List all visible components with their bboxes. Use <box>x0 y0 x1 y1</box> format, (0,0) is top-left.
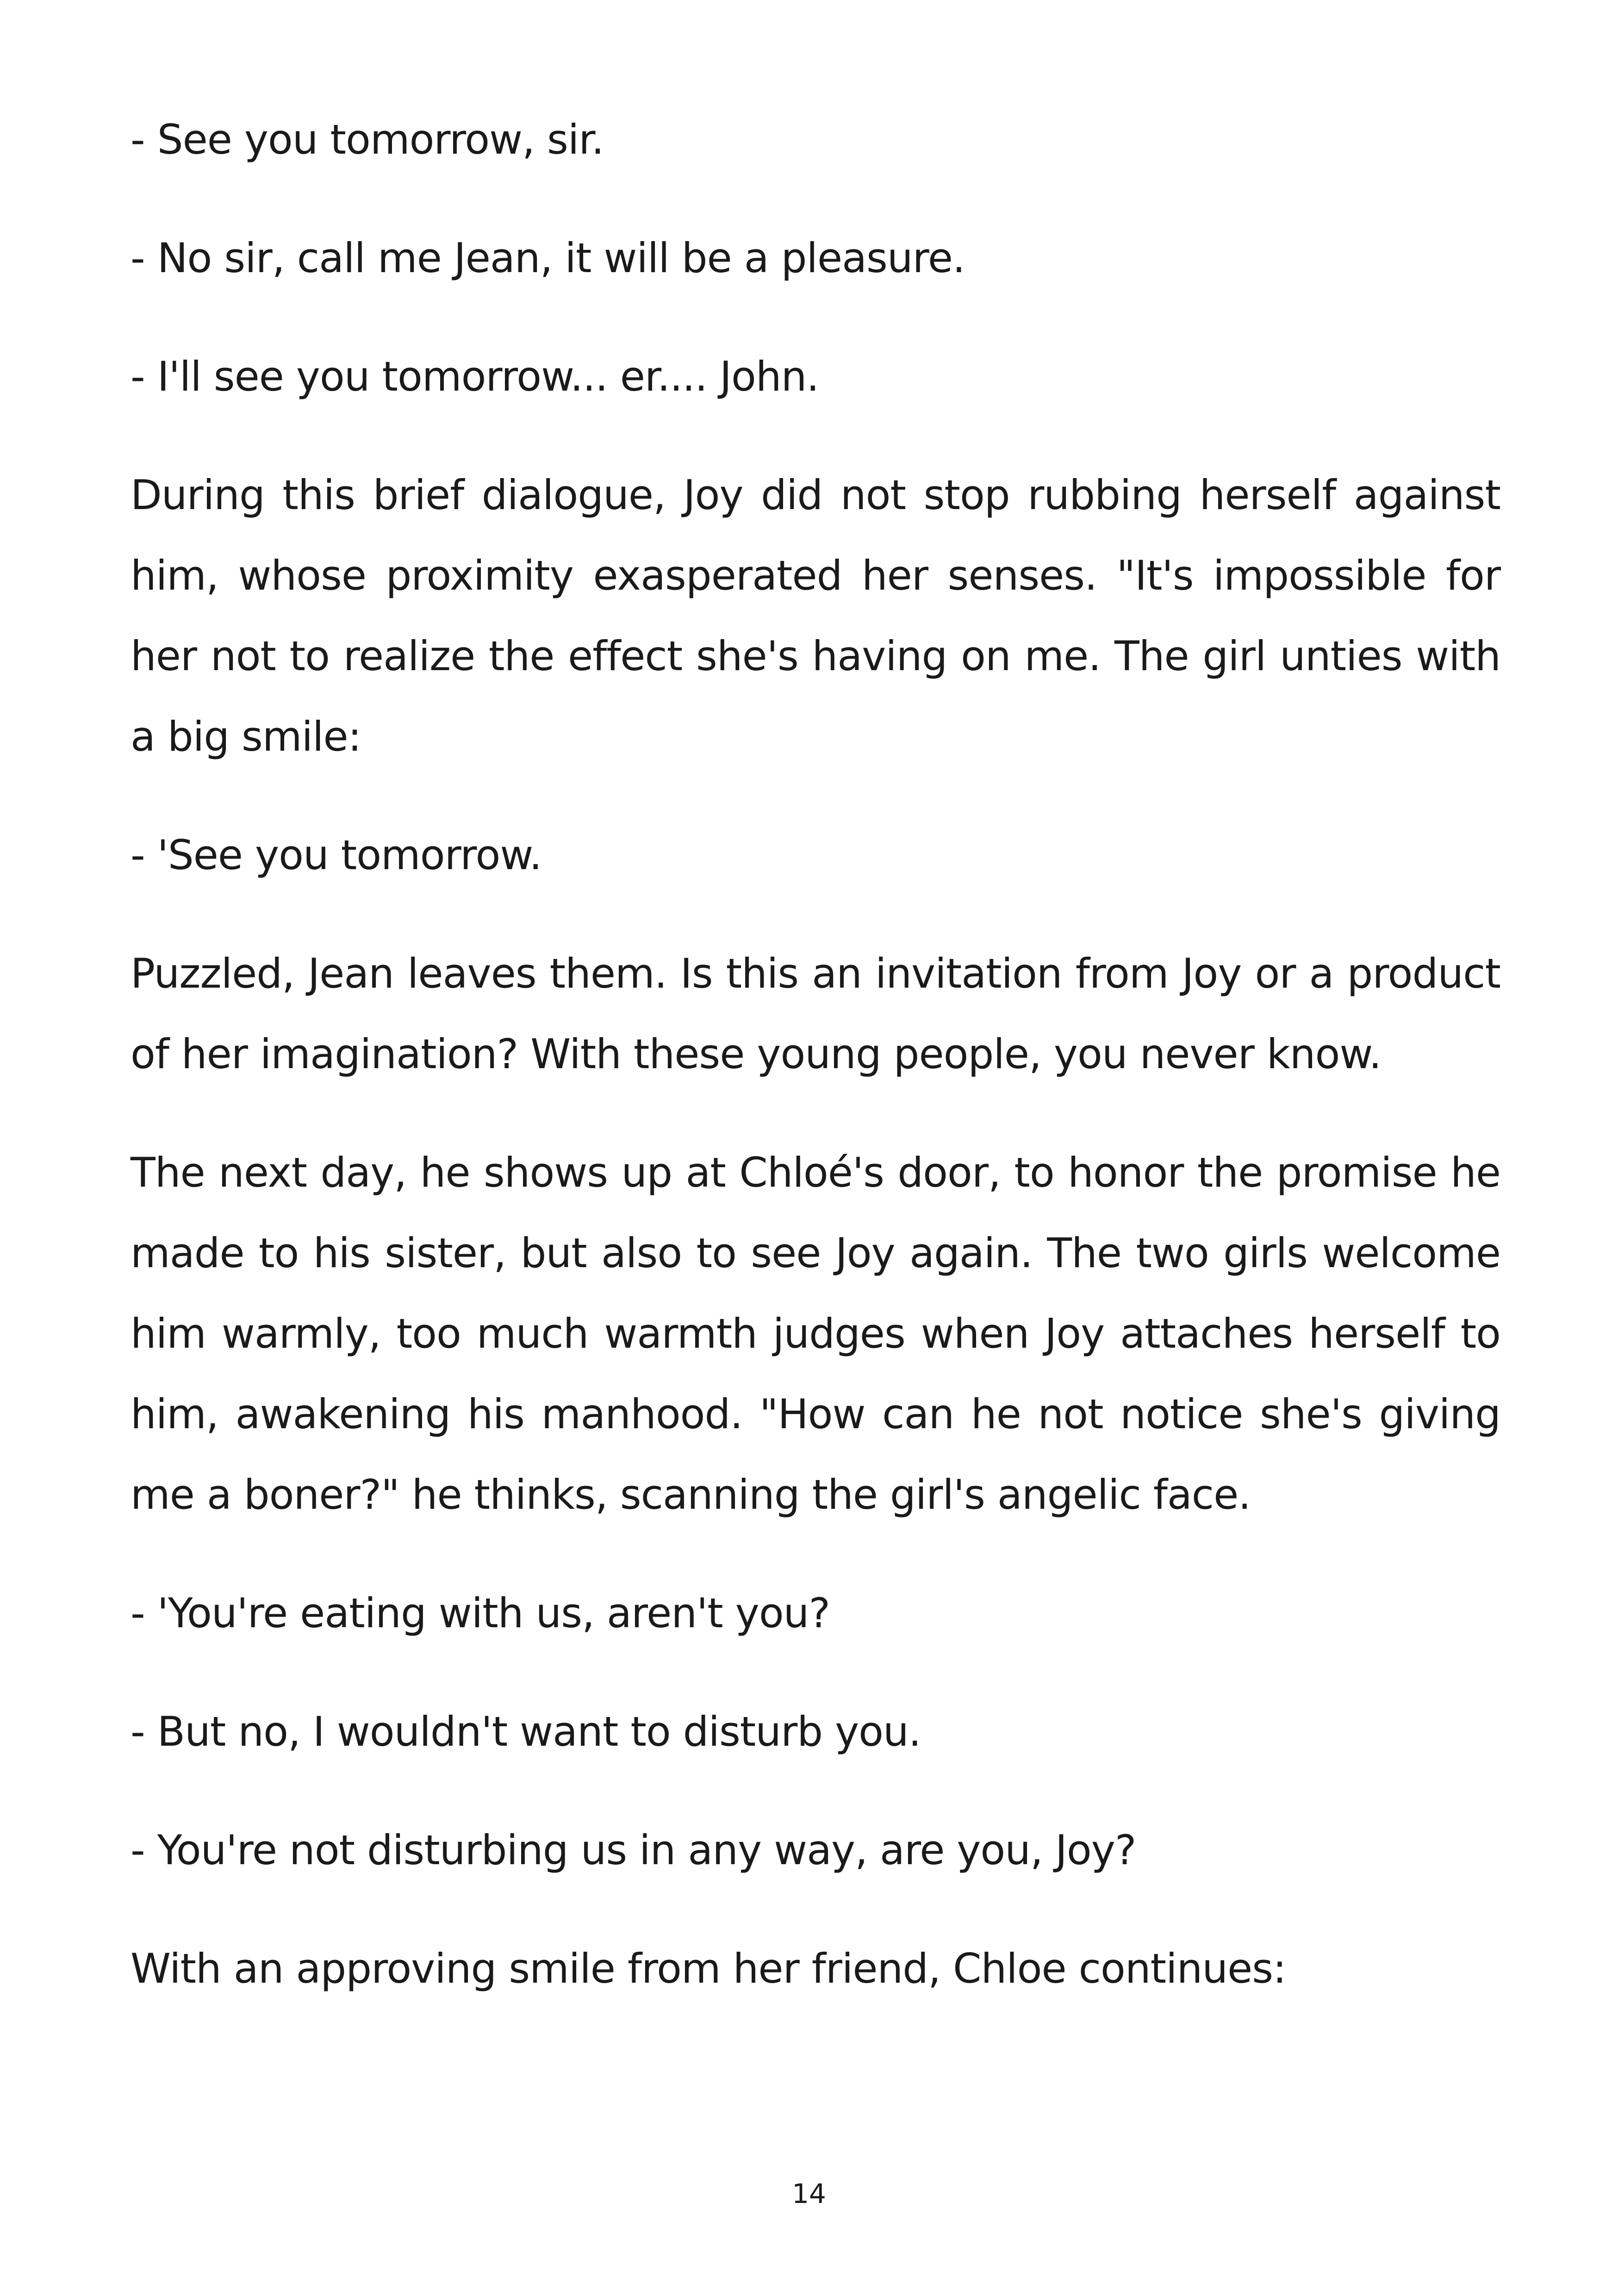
narrative-paragraph: Puzzled, Jean leaves them. Is this an invitation from Joy or a product of her imagination? With these young people, you never know. <box>131 950 1500 1078</box>
dialogue-line: - 'You're eating with us, aren't you? <box>131 1589 830 1637</box>
dialogue-line: - 'See you tomorrow. <box>131 831 542 879</box>
dialogue-line: - You're not disturbing us in any way, are you, Joy? <box>131 1826 1136 1874</box>
dialogue-line: - I'll see you tomorrow... er.... John. <box>131 353 819 400</box>
page-number: 14 <box>792 2178 826 2209</box>
dialogue-line: - But no, I wouldn't want to disturb you. <box>131 1708 921 1755</box>
dialogue-line: - No sir, call me Jean, it will be a pleasure. <box>131 234 965 282</box>
dialogue-line: - See you tomorrow, sir. <box>131 116 604 163</box>
narrative-paragraph: During this brief dialogue, Joy did not stop rubbing herself against him, whose proximity exasperated her senses. "It's impossible for her not to realize the effect she's having on me. The girl unties with a big smile: <box>131 471 1500 760</box>
narrative-paragraph: The next day, he shows up at Chloé's door, to honor the promise he made to his sister, but also to see Joy again. The two girls welcome him warmly, too much warmth judges when Joy attaches herself to him, awakening his manhood. "How can he not notice she's giving me a boner?" he thinks, scanning the girl's angelic face. <box>131 1149 1500 1518</box>
page-body-text <box>131 100 1500 2047</box>
narrative-paragraph: With an approving smile from her friend, Chloe continues: <box>131 1945 1286 1992</box>
